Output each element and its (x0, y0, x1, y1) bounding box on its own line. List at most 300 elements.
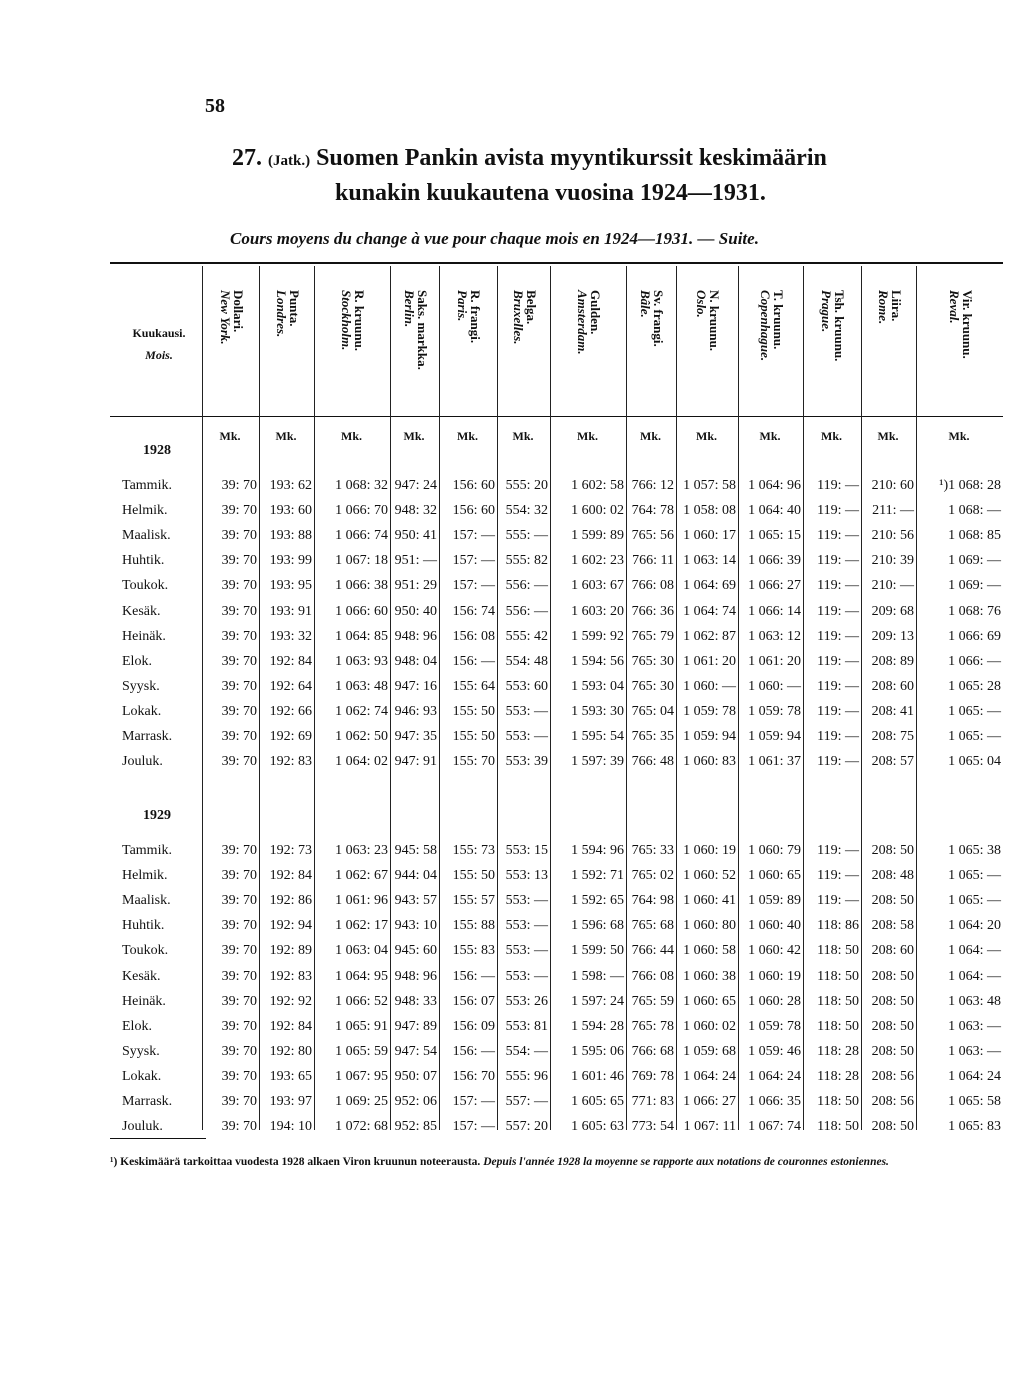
month-label: Syysk. (122, 678, 160, 694)
table-cell: 155: 88 (452, 918, 495, 934)
table-cell: 1 592: 71 (571, 868, 624, 884)
table-cell: 39: 70 (221, 478, 257, 493)
table-cell: 555: 82 (505, 553, 548, 569)
footnote-french: Depuis l'année 1928 la moyenne se rapporte aux notations de couronnes estoniennes. (483, 1156, 889, 1168)
table-cell: 1 066: 60 (335, 603, 388, 619)
table-cell: 1 599: 92 (571, 628, 624, 644)
table-cell: 766: 36 (631, 603, 674, 619)
table-cell: 1 064: — (948, 943, 1001, 959)
table-cell: 1 064: 74 (683, 603, 736, 619)
month-label: Kesäk. (122, 968, 161, 984)
table-cell: 119: — (817, 603, 859, 619)
table-cell: 208: 60 (871, 943, 914, 959)
table-cell: 39: 70 (221, 993, 257, 1009)
table-cell: 39: 70 (221, 729, 257, 744)
month-label: Kesäk. (122, 603, 161, 619)
table-cell: 1 063: 48 (948, 993, 1001, 1009)
table-cell: 766: 68 (631, 1043, 674, 1059)
currency-place-fr: Bâle. (638, 290, 653, 318)
table-cell: 156: 60 (452, 503, 495, 519)
table-cell: 157: — (452, 528, 495, 544)
table-cell: 1 066: 14 (748, 603, 801, 619)
table-cell: 1 605: 63 (571, 1119, 624, 1135)
month-label: Huhtik. (122, 918, 165, 934)
table-cell: 1 064: — (948, 968, 1001, 984)
page-number: 58 (205, 95, 225, 117)
table-cell: 1 592: 65 (571, 893, 624, 909)
table-cell: 1 064: 24 (948, 1068, 1001, 1084)
table-cell: 119: — (817, 893, 859, 909)
table-cell: 208: 56 (871, 1068, 914, 1084)
currency-place-fr: Prague. (819, 290, 834, 333)
footnote-finnish: Keskimäärä tarkoittaa vuodesta 1928 alkaen Viron kruunun noteerausta. (120, 1156, 481, 1168)
table-cell: 773: 54 (631, 1119, 674, 1135)
table-cell: 119: — (817, 478, 859, 493)
table-cell: 1 060: 80 (683, 918, 736, 934)
unit-label: Mk. (640, 429, 661, 443)
table-cell: 1 598: — (571, 968, 624, 984)
month-label: Syysk. (122, 1043, 160, 1059)
table-cell: 553: — (505, 729, 548, 744)
table-cell: 192: 86 (269, 893, 312, 909)
table-cell: 192: 80 (269, 1043, 312, 1059)
table-cell: 192: 84 (269, 1018, 312, 1034)
table-cell: 118: 50 (817, 1094, 859, 1109)
table-cell: 119: — (817, 729, 859, 744)
table-cell: 155: 50 (452, 729, 495, 744)
table-cell: 156: 08 (452, 628, 495, 644)
table-cell: 157: — (452, 1094, 495, 1109)
month-label: Marrask. (122, 1094, 173, 1109)
table-cell: 553: 60 (505, 678, 548, 694)
table-cell: 39: 70 (221, 1018, 257, 1034)
table-cell: 556: — (505, 578, 548, 594)
year-heading: 1928 (143, 443, 171, 458)
table-cell: 39: 70 (221, 893, 257, 909)
table-cell: 208: 89 (871, 653, 914, 669)
unit-label: Mk. (219, 429, 241, 443)
month-label: Toukok. (122, 943, 169, 959)
table-cell: 1 060: 28 (748, 993, 801, 1009)
table-cell: 553: — (505, 703, 548, 719)
table-cell: 766: 08 (631, 968, 674, 984)
table-cell: 943: 10 (394, 918, 437, 934)
table-cell: 554: 32 (505, 503, 548, 519)
table-cell: 1 067: 74 (748, 1119, 801, 1135)
unit-label: Mk. (341, 429, 362, 443)
table-cell: 1 063: 14 (683, 553, 736, 569)
table-cell: 764: 98 (631, 893, 674, 909)
table-cell: 118: 50 (817, 968, 859, 984)
table-cell: 1 069: 25 (335, 1094, 388, 1109)
table-cell: 950: 41 (394, 528, 437, 544)
month-label: Tammik. (122, 843, 172, 858)
table-cell: 192: 92 (269, 993, 312, 1009)
table-cell: 556: — (505, 603, 548, 619)
column-header-label (820, 290, 846, 361)
table-cell: 119: — (817, 653, 859, 669)
column-header-8 (626, 282, 676, 414)
month-label: Toukok. (122, 578, 169, 594)
table-cell: 555: 96 (505, 1068, 548, 1084)
currency-name-fi: Dollari. (230, 290, 246, 333)
table-cell: 39: 70 (221, 943, 257, 959)
table-cell: 119: — (817, 678, 859, 694)
table-cell: 1 066: 35 (748, 1094, 801, 1109)
table-cell: 1 060: 19 (683, 843, 736, 858)
table-cell: 553: — (505, 968, 548, 984)
table-cell: 39: 70 (221, 603, 257, 619)
column-header-label (275, 290, 301, 337)
table-cell: 39: 70 (221, 1043, 257, 1059)
table-cell: 948: 32 (394, 503, 437, 519)
column-header-12 (861, 282, 916, 414)
currency-place-fr: Rome. (875, 290, 891, 325)
table-cell: 948: 96 (394, 968, 437, 984)
table-cell: 1 063: 04 (335, 943, 388, 959)
table-cell: 1 600: 02 (571, 503, 624, 519)
table-cell: 192: 84 (269, 868, 312, 884)
column-header-7 (550, 282, 626, 414)
table-cell: 947: 35 (394, 729, 437, 744)
title-line-1: Suomen Pankin avista myyntikurssit keskimäärin (316, 145, 827, 171)
table-cell: 555: 42 (505, 628, 548, 644)
column-header-10 (738, 282, 803, 414)
table-cell: 1 066: 39 (748, 553, 801, 569)
table-cell: 39: 70 (221, 503, 257, 519)
table-cell: 1 064: 02 (335, 754, 388, 770)
unit-label: Mk. (457, 429, 478, 443)
table-cell: 555: 20 (505, 478, 548, 493)
table-cell: 209: 13 (871, 628, 914, 644)
table-cell: 771: 83 (631, 1094, 674, 1109)
table-cell: 1 067: 11 (683, 1119, 736, 1135)
table-cell: 118: 50 (817, 993, 859, 1009)
column-header-label (695, 290, 721, 351)
unit-label: Mk. (877, 429, 899, 443)
table-cell: 766: 08 (631, 578, 674, 594)
table-cell: 764: 78 (631, 503, 674, 519)
table-cell: 1 060: 02 (683, 1018, 736, 1034)
table-cell: 119: — (817, 628, 859, 644)
table-cell: 1 061: 20 (683, 653, 736, 669)
footnote-rule (110, 1138, 206, 1139)
table-cell: 156: — (452, 1043, 495, 1059)
table-cell: 1 062: 17 (335, 918, 388, 934)
column-header-label (512, 290, 538, 345)
table-cell: 765: 59 (631, 993, 674, 1009)
table-cell: 765: 04 (631, 703, 674, 719)
table-cell: 1 603: 20 (571, 603, 624, 619)
table-cell: 192: 89 (269, 943, 312, 959)
table-cell: 1 067: 18 (335, 553, 388, 569)
table-cell: 555: — (505, 528, 548, 544)
currency-place-fr: Berlin. (401, 290, 417, 328)
table-cell: 1 065: 91 (335, 1018, 388, 1034)
table-cell: 1 060: 41 (683, 893, 736, 909)
table-cell: 1 064: 24 (683, 1068, 736, 1084)
table-cell: 193: 99 (269, 553, 312, 569)
table-cell: 1 066: 52 (335, 993, 388, 1009)
month-header-fr: Mois. (145, 348, 173, 362)
table-cell: 39: 70 (221, 703, 257, 719)
currency-name-fi: R. frangi. (468, 290, 483, 344)
table-cell: 947: 16 (394, 678, 437, 694)
table-cell: 39: 70 (221, 653, 257, 669)
year-heading: 1929 (143, 808, 171, 823)
column-header-11 (803, 282, 861, 414)
table-cell: 210: 39 (871, 553, 914, 569)
table-cell: 1 599: 50 (571, 943, 624, 959)
table-cell: 194: 10 (269, 1119, 312, 1135)
table-cell: 155: 64 (452, 678, 495, 694)
currency-name-fi: Saks. markka. (414, 290, 430, 370)
table-cell: 1 060: 65 (683, 993, 736, 1009)
table-cell: 947: 91 (394, 754, 437, 770)
table-cell: 119: — (817, 843, 859, 858)
table-cell: 769: 78 (631, 1068, 674, 1084)
table-cell: 192: 83 (269, 968, 312, 984)
table-cell: 1 060: 17 (683, 528, 736, 544)
table-cell: 1 062: 67 (335, 868, 388, 884)
column-header-2 (259, 282, 314, 414)
table-cell: ¹)1 068: 28 (939, 478, 1001, 493)
table-cell: 118: 86 (817, 918, 859, 934)
title-line-2: kunakin kuukautena vuosina 1924—1931. (335, 180, 766, 206)
table-cell: 1 067: 95 (335, 1068, 388, 1084)
table-header-rule (110, 416, 1003, 417)
column-header-5 (439, 282, 497, 414)
unit-label: Mk. (512, 429, 534, 443)
table-cell: 193: 60 (269, 503, 312, 519)
table-cell: 1 060: 52 (683, 868, 736, 884)
table-cell: 208: 50 (871, 843, 914, 858)
currency-name-fi: N. kruunu. (707, 290, 722, 352)
currency-name-fi: Gulden. (588, 290, 603, 335)
month-label: Tammik. (122, 478, 172, 493)
unit-label: Mk. (577, 429, 598, 443)
table-cell: 553: 39 (505, 754, 548, 770)
table-cell: 208: 50 (871, 1119, 914, 1135)
table-cell: 1 602: 23 (571, 553, 624, 569)
table-cell: 1 068: 85 (948, 528, 1001, 544)
table-cell: 765: 79 (631, 628, 674, 644)
month-label: Helmik. (122, 868, 168, 884)
table-cell: 553: — (505, 943, 548, 959)
table-cell: 39: 70 (221, 754, 257, 770)
unit-label: Mk. (403, 429, 425, 443)
table-cell: 119: — (817, 553, 859, 569)
table-cell: 1 063: 23 (335, 843, 388, 858)
table-cell: 553: — (505, 918, 548, 934)
currency-place-fr: Amsterdam. (575, 290, 590, 355)
table-cell: 1 064: 40 (748, 503, 801, 519)
unit-label: Mk. (948, 429, 970, 443)
column-header-label (340, 290, 366, 351)
currency-place-fr: Reval. (946, 290, 962, 324)
table-cell: 119: — (817, 868, 859, 884)
month-header-fi: Kuukausi. (132, 326, 186, 340)
table-cell: 1 596: 68 (571, 918, 624, 934)
currency-place-fr: Stockholm. (339, 290, 354, 351)
table-cell: 1 072: 68 (335, 1119, 388, 1135)
table-cell: 1 060: 40 (748, 918, 801, 934)
table-cell: 951: — (394, 553, 437, 569)
table-cell: 1 595: 54 (571, 729, 624, 744)
currency-name-fi: Vir. kruunu. (959, 290, 975, 359)
table-title (232, 145, 892, 172)
table-cell: 765: 56 (631, 528, 674, 544)
month-label: Jouluk. (122, 1119, 163, 1135)
table-cell: 39: 70 (221, 628, 257, 644)
table-cell: 553: 81 (505, 1018, 548, 1034)
table-subtitle: Cours moyens du change à vue pour chaque mois en 1924—1931. — Suite. (230, 229, 759, 248)
table-cell: 1 593: 30 (571, 703, 624, 719)
table-cell: 947: 54 (394, 1043, 437, 1059)
table-cell: 157: — (452, 553, 495, 569)
table-cell: 766: 44 (631, 943, 674, 959)
table-cell: 1 059: 46 (748, 1043, 801, 1059)
table-cell: 1 593: 04 (571, 678, 624, 694)
column-header-13 (916, 282, 1003, 414)
table-cell: 209: 68 (871, 603, 914, 619)
table-cell: 1 063: 48 (335, 678, 388, 694)
table-cell: 192: 73 (269, 843, 312, 858)
table-cell: 193: 65 (269, 1068, 312, 1084)
table-cell: 208: 50 (871, 893, 914, 909)
table-top-rule (110, 262, 1003, 264)
table-cell: 155: 73 (452, 843, 495, 858)
table-cell: 1 064: 20 (948, 918, 1001, 934)
currency-name-fi: Sv. frangi. (651, 290, 666, 347)
table-cell: 210: — (871, 578, 914, 594)
table-cell: 553: 26 (505, 993, 548, 1009)
table-cell: 1 060: — (683, 678, 736, 694)
table-cell: 1 594: 96 (571, 843, 624, 858)
table-cell: 118: 50 (817, 943, 859, 959)
footnote (110, 1152, 1010, 1173)
table-cell: 554: 48 (505, 653, 548, 669)
table-cell: 1 062: 74 (335, 703, 388, 719)
table-cell: 156: 09 (452, 1018, 495, 1034)
table-cell: 1 068: — (948, 503, 1001, 519)
table-cell: 155: 50 (452, 703, 495, 719)
table-cell: 553: 13 (505, 868, 548, 884)
month-label: Marrask. (122, 729, 173, 744)
table-cell: 1 065: 28 (948, 678, 1001, 694)
table-cell: 193: 32 (269, 628, 312, 644)
table-cell: 118: 50 (817, 1018, 859, 1034)
column-header-label (576, 290, 602, 355)
table-cell: 210: 56 (871, 528, 914, 544)
table-cell: 210: 60 (871, 478, 914, 493)
table-cell: 1 064: 95 (335, 968, 388, 984)
table-cell: 765: 33 (631, 843, 674, 858)
table-cell: 1 066: 69 (948, 628, 1001, 644)
table-cell: 208: 50 (871, 968, 914, 984)
table-cell: 947: 24 (394, 478, 437, 493)
table-cell: 1 602: 58 (571, 478, 624, 493)
table-cell: 948: 33 (394, 993, 437, 1009)
table-cell: 1 066: 38 (335, 578, 388, 594)
table-cell: 1 068: 32 (335, 478, 388, 493)
currency-name-fi: Tsh. kruunu. (832, 290, 847, 362)
column-header-label (948, 290, 974, 359)
table-cell: 948: 04 (394, 653, 437, 669)
table-cell: 1 060: 83 (683, 754, 736, 770)
table-cell: 952: 85 (394, 1119, 437, 1135)
table-cell: 208: 48 (871, 868, 914, 884)
month-label: Elok. (122, 653, 152, 669)
table-cell: 193: 95 (269, 578, 312, 594)
month-label: Heinäk. (122, 993, 166, 1009)
table-cell: 118: 28 (817, 1043, 859, 1059)
table-cell: 119: — (817, 578, 859, 594)
table-cell: 946: 93 (394, 703, 437, 719)
table-cell: 39: 70 (221, 868, 257, 884)
table-cell: 1 059: 94 (748, 729, 801, 744)
table-cell: 1 068: 76 (948, 603, 1001, 619)
table-cell: 1 063: — (948, 1018, 1001, 1034)
table-cell: 1 059: 78 (748, 1018, 801, 1034)
table-cell: 208: 57 (871, 754, 914, 770)
table-cell: 1 069: — (948, 553, 1001, 569)
column-header-label (403, 290, 429, 370)
currency-place-fr: Oslo. (694, 290, 709, 318)
table-cell: 192: 69 (269, 729, 312, 744)
table-cell: 947: 89 (394, 1018, 437, 1034)
table-cell: 765: 78 (631, 1018, 674, 1034)
month-label: Heinäk. (122, 628, 166, 644)
table-cell: 1 059: 78 (683, 703, 736, 719)
table-cell: 1 066: — (948, 653, 1001, 669)
table-cell: 1 059: 89 (748, 893, 801, 909)
table-cell: 1 063: — (948, 1043, 1001, 1059)
table-cell: 156: 07 (452, 993, 495, 1009)
table-cell: 1 603: 67 (571, 578, 624, 594)
table-cell: 1 060: 19 (748, 968, 801, 984)
table-cell: 1 059: 78 (748, 703, 801, 719)
month-label: Lokak. (122, 1068, 162, 1084)
table-cell: 39: 70 (221, 968, 257, 984)
table-cell: 39: 70 (221, 528, 257, 544)
table-cell: 765: 30 (631, 678, 674, 694)
column-header-9 (676, 282, 738, 414)
table-cell: 208: 58 (871, 918, 914, 934)
table-cell: 1 066: 74 (335, 528, 388, 544)
table-cell: 1 060: 79 (748, 843, 801, 858)
table-cell: 1 064: 85 (335, 628, 388, 644)
table-cell: 156: 74 (452, 603, 495, 619)
table-cell: 1 065: 59 (335, 1043, 388, 1059)
column-header-label (219, 290, 245, 345)
table-cell: 766: 48 (631, 754, 674, 770)
table-cell: 39: 70 (221, 1068, 257, 1084)
table-cell: 1 605: 65 (571, 1094, 624, 1109)
table-cell: 1 065: — (948, 868, 1001, 884)
table-cell: 1 594: 56 (571, 653, 624, 669)
table-cell: 39: 70 (221, 578, 257, 594)
table-cell: 119: — (817, 528, 859, 544)
table-cell: 945: 60 (394, 943, 437, 959)
table-cell: 157: — (452, 1119, 495, 1135)
column-header-1 (202, 282, 259, 414)
table-cell: 553: 15 (505, 843, 548, 858)
month-label: Helmik. (122, 503, 168, 519)
table-cell: 193: 91 (269, 603, 312, 619)
table-cell: 1 595: 06 (571, 1043, 624, 1059)
table-cell: 156: 60 (452, 478, 495, 493)
